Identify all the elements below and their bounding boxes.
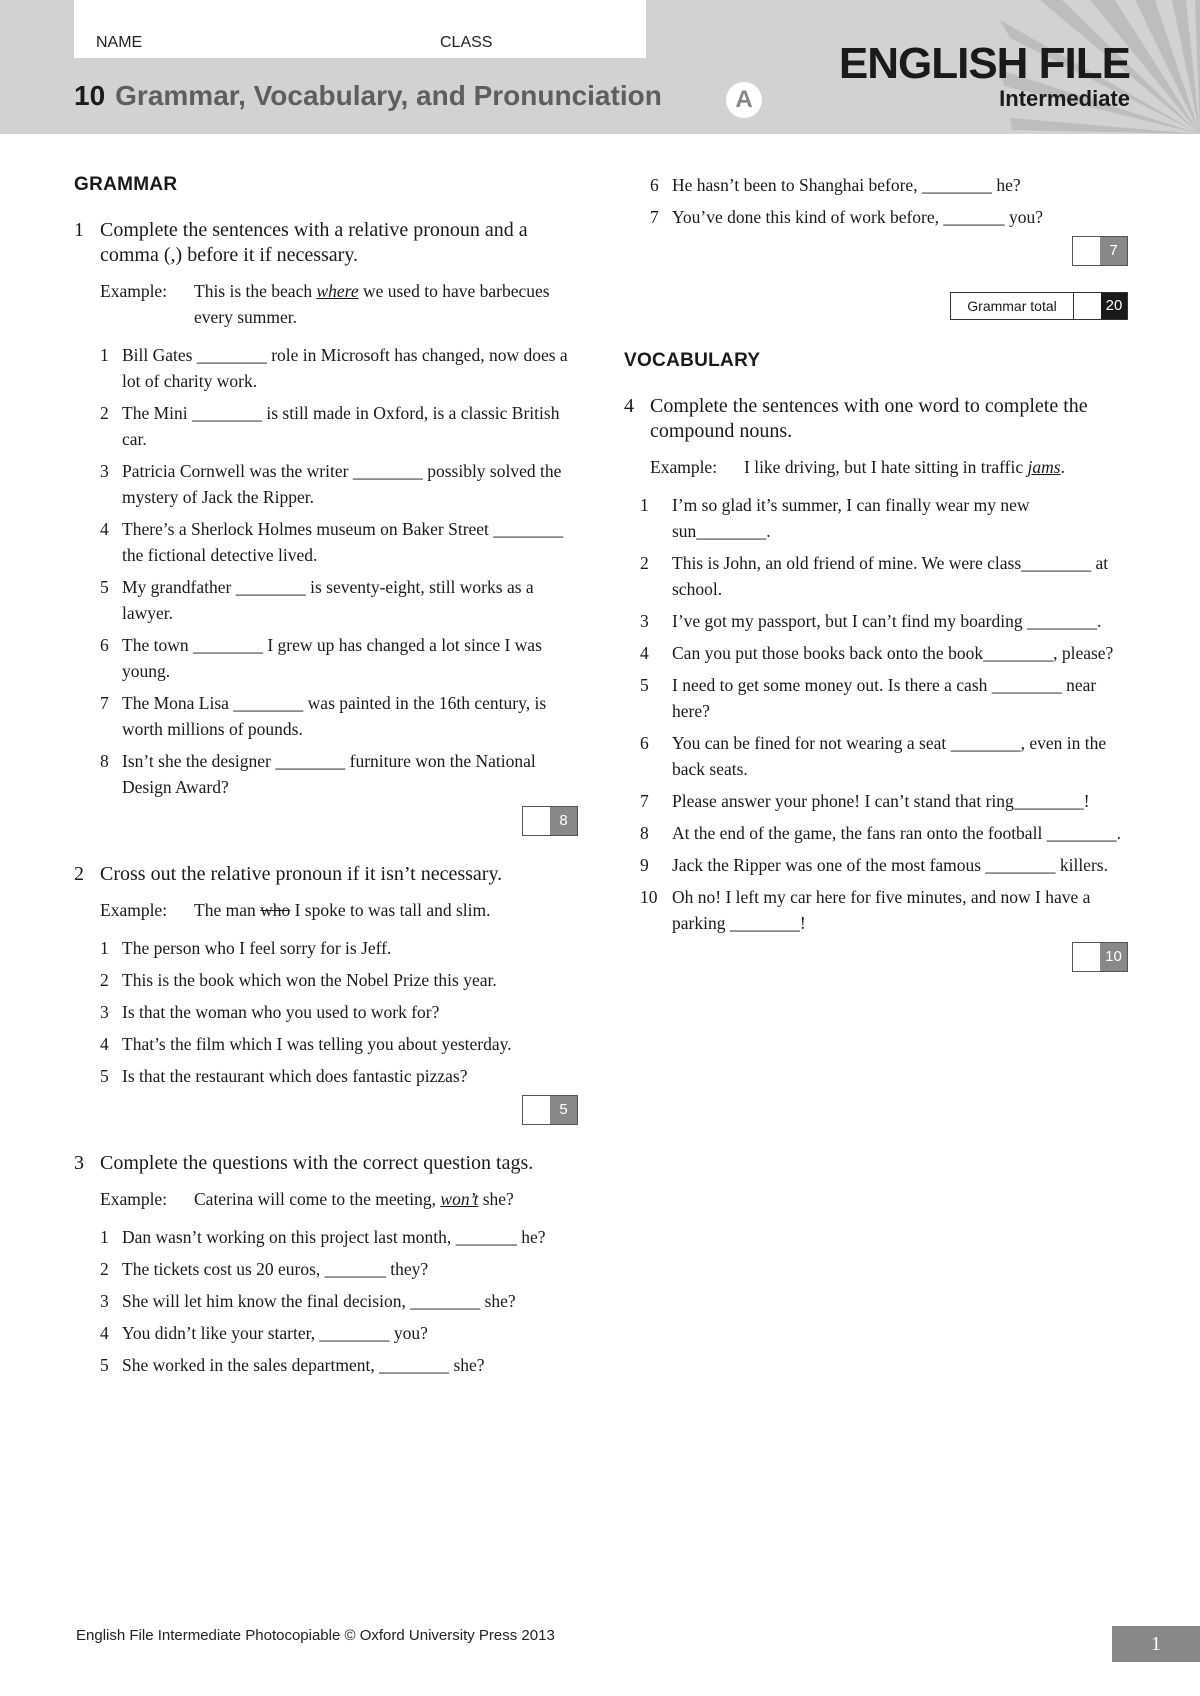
item-number: 1 (640, 495, 649, 515)
instruction-text: Complete the sentences with a relative pronoun and a comma (,) before it if necessary. (100, 219, 528, 266)
item-text[interactable]: Can you put those books back onto the book________, please? (672, 643, 1114, 663)
item-text[interactable]: Dan wasn’t working on this project last month, _______ he? (122, 1227, 546, 1247)
item-text[interactable]: You didn’t like your starter, ________ you? (122, 1323, 428, 1343)
item-text[interactable]: The Mona Lisa ________ was painted in the 16th century, is worth millions of pounds. (122, 693, 547, 739)
item-number: 10 (640, 887, 658, 907)
grammar-heading: GRAMMAR (74, 174, 178, 195)
exercise-item (74, 1224, 578, 1250)
grammar-total-label: Grammar total (951, 293, 1074, 319)
item-number: 7 (640, 791, 649, 811)
item-number: 9 (640, 855, 649, 875)
exercise-2-instruction (74, 862, 578, 887)
item-number: 6 (650, 175, 659, 195)
item-number: 4 (640, 643, 649, 663)
exercise-item (624, 204, 1128, 230)
item-text[interactable]: I’m so glad it’s summer, I can finally wear my new sun________. (672, 495, 1030, 541)
name-class-box (74, 0, 646, 58)
exercise-item (74, 690, 578, 742)
example-text: I spoke to was tall and slim. (290, 900, 491, 920)
exercise-2-score (74, 1095, 578, 1125)
exercise-item (624, 672, 1128, 724)
item-number: 1 (100, 345, 109, 365)
item-text[interactable]: This is John, an old friend of mine. We were class________ at school. (672, 553, 1109, 599)
example-text: I like driving, but I hate sitting in traffic (744, 457, 1028, 477)
item-number: 8 (100, 751, 109, 771)
name-label: NAME (96, 34, 143, 51)
item-number: 6 (640, 733, 649, 753)
item-number: 8 (640, 823, 649, 843)
score-max: 7 (1100, 237, 1127, 265)
exercise-item (74, 1031, 578, 1057)
exercise-item (624, 172, 1128, 198)
item-text[interactable]: The person who I feel sorry for is Jeff. (122, 938, 392, 958)
version-badge: A (726, 82, 762, 118)
example-label: Example: (100, 900, 168, 920)
score-max: 5 (550, 1096, 577, 1124)
example-answer: jams (1027, 457, 1061, 477)
exercise-1-instruction (74, 218, 578, 268)
exercise-item (74, 1352, 578, 1378)
item-text[interactable]: There’s a Sherlock Holmes museum on Baker Street ________ the fictional detective lived. (122, 519, 564, 565)
exercise-item (624, 820, 1128, 846)
example-label: Example: (100, 1189, 168, 1209)
logo-title: ENGLISH FILE (838, 39, 1130, 88)
exercise-item (624, 884, 1128, 936)
item-number: 2 (100, 970, 109, 990)
exercise-item (74, 574, 578, 626)
score-max: 8 (550, 807, 577, 835)
item-number: 2 (100, 1259, 109, 1279)
example-text: we used to have barbecues every summer. (194, 281, 550, 327)
exercise-1-items (74, 342, 578, 800)
exercise-item (74, 516, 578, 568)
item-text[interactable]: Please answer your phone! I can’t stand that ring________! (672, 791, 1090, 811)
exercise-item (624, 788, 1128, 814)
exercise-item (624, 852, 1128, 878)
item-number: 4 (100, 1034, 109, 1054)
instruction-text: Cross out the relative pronoun if it isn’t necessary. (100, 863, 503, 885)
exercise-4-example (624, 454, 1128, 480)
score-box[interactable] (522, 806, 578, 836)
grammar-total-box (950, 292, 1128, 320)
score-box[interactable] (522, 1095, 578, 1125)
exercise-item (74, 458, 578, 510)
logo-level: Intermediate (999, 86, 1130, 111)
exercise-item (624, 492, 1128, 544)
item-text[interactable]: Bill Gates ________ role in Microsoft has changed, now does a lot of charity work. (122, 345, 568, 391)
score-box[interactable] (1072, 236, 1128, 266)
exercise-item (74, 632, 578, 684)
example-answer: where (316, 281, 359, 301)
left-column (74, 174, 578, 1384)
item-text[interactable]: My grandfather ________ is seventy-eight, still works as a lawyer. (122, 577, 534, 623)
example-text: . (1060, 457, 1065, 477)
page-title (74, 80, 662, 112)
item-text[interactable]: Is that the woman who you used to work for? (122, 1002, 440, 1022)
exercise-item (624, 550, 1128, 602)
grammar-total-value: 20 (1101, 293, 1127, 319)
exercise-item (74, 999, 578, 1025)
exercise-number: 3 (74, 1152, 84, 1174)
item-number: 4 (100, 519, 109, 539)
class-label: CLASS (440, 34, 493, 51)
example-label: Example: (100, 281, 168, 301)
exercise-3-example (74, 1186, 578, 1212)
item-number: 5 (640, 675, 649, 695)
exercise-number: 1 (74, 219, 84, 241)
example-text: Caterina will come to the meeting, (194, 1189, 441, 1209)
item-text[interactable]: You can be fined for not wearing a seat ________, even in the back seats. (672, 733, 1107, 779)
item-number: 4 (100, 1323, 109, 1343)
exercise-number: 2 (74, 863, 84, 885)
item-number: 5 (100, 1355, 109, 1375)
example-answer: who (260, 900, 291, 920)
exercise-3-instruction (74, 1151, 578, 1176)
item-text[interactable]: Is that the restaurant which does fantastic pizzas? (122, 1066, 468, 1086)
unit-number: 10 (74, 80, 106, 111)
item-number: 3 (100, 1002, 109, 1022)
exercise-3-items-continued (624, 172, 1128, 230)
example-text: This is the beach (194, 281, 317, 301)
item-number: 3 (100, 1291, 109, 1311)
exercise-item (74, 1288, 578, 1314)
item-text[interactable]: The Mini ________ is still made in Oxford, is a classic British car. (122, 403, 560, 449)
exercise-number: 4 (624, 395, 634, 417)
unit-title: Grammar, Vocabulary, and Pronunciation (115, 80, 662, 111)
item-number: 2 (640, 553, 649, 573)
item-number: 2 (100, 403, 109, 423)
exercise-item (74, 1320, 578, 1346)
exercise-item (624, 640, 1128, 666)
example-label: Example: (650, 457, 718, 477)
item-text[interactable]: The tickets cost us 20 euros, _______ they? (122, 1259, 429, 1279)
item-text[interactable]: Jack the Ripper was one of the most famous ________ killers. (672, 855, 1108, 875)
item-text[interactable]: Isn’t she the designer ________ furniture won the National Design Award? (122, 751, 536, 797)
item-text[interactable]: Patricia Cornwell was the writer ________ possibly solved the mystery of Jack the Ripper. (122, 461, 562, 507)
exercise-2-example (74, 897, 578, 923)
item-text[interactable]: She worked in the sales department, ________ she? (122, 1355, 485, 1375)
item-number: 7 (650, 207, 659, 227)
exercise-item (74, 967, 578, 993)
item-number: 5 (100, 1066, 109, 1086)
exercise-2-items (74, 935, 578, 1089)
item-text[interactable]: He hasn’t been to Shanghai before, ________ he? (672, 175, 1021, 195)
exercise-item (624, 608, 1128, 634)
exercise-3-score (624, 236, 1128, 266)
item-text[interactable]: You’ve done this kind of work before, _______ you? (672, 207, 1044, 227)
score-box[interactable] (1072, 942, 1128, 972)
item-number: 3 (640, 611, 649, 631)
vocabulary-heading: VOCABULARY (624, 350, 761, 371)
exercise-item (74, 1063, 578, 1089)
item-number: 1 (100, 938, 109, 958)
item-text[interactable]: I need to get some money out. Is there a cash ________ near here? (672, 675, 1097, 721)
example-text: The man (194, 900, 261, 920)
right-column (624, 172, 1128, 998)
item-number: 6 (100, 635, 109, 655)
item-text[interactable]: Oh no! I left my car here for five minutes, and now I have a parking ________! (672, 887, 1091, 933)
copyright-footer: English File Intermediate Photocopiable © Oxford University Press 2013 (76, 1627, 555, 1644)
exercise-item (74, 935, 578, 961)
grammar-total (624, 292, 1128, 320)
exercise-item (74, 400, 578, 452)
item-text[interactable]: The town ________ I grew up has changed a lot since I was young. (122, 635, 542, 681)
page-header (0, 0, 1200, 134)
item-number: 5 (100, 577, 109, 597)
example-text: she? (478, 1189, 514, 1209)
item-number: 1 (100, 1227, 109, 1247)
exercise-4-items (624, 492, 1128, 936)
item-text[interactable]: That’s the film which I was telling you about yesterday. (122, 1034, 512, 1054)
exercise-1-example (74, 278, 578, 330)
brand-logo (839, 40, 1130, 110)
instruction-text: Complete the questions with the correct question tags. (100, 1152, 534, 1174)
exercise-4-instruction (624, 394, 1128, 444)
item-text[interactable]: At the end of the game, the fans ran onto the football ________. (672, 823, 1122, 843)
exercise-item (74, 342, 578, 394)
exercise-item (74, 1256, 578, 1282)
exercise-3-items (74, 1224, 578, 1378)
exercise-4-score (624, 942, 1128, 972)
item-number: 3 (100, 461, 109, 481)
item-number: 7 (100, 693, 109, 713)
instruction-text: Complete the sentences with one word to complete the compound nouns. (650, 395, 1088, 442)
item-text[interactable]: This is the book which won the Nobel Prize this year. (122, 970, 497, 990)
exercise-1-score (74, 806, 578, 836)
item-text[interactable]: I’ve got my passport, but I can’t find my boarding ________. (672, 611, 1102, 631)
score-max: 10 (1100, 943, 1127, 971)
exercise-item (74, 748, 578, 800)
item-text[interactable]: She will let him know the final decision, ________ she? (122, 1291, 516, 1311)
exercise-item (624, 730, 1128, 782)
example-answer: won’t (440, 1189, 479, 1209)
page-number: 1 (1112, 1626, 1200, 1662)
